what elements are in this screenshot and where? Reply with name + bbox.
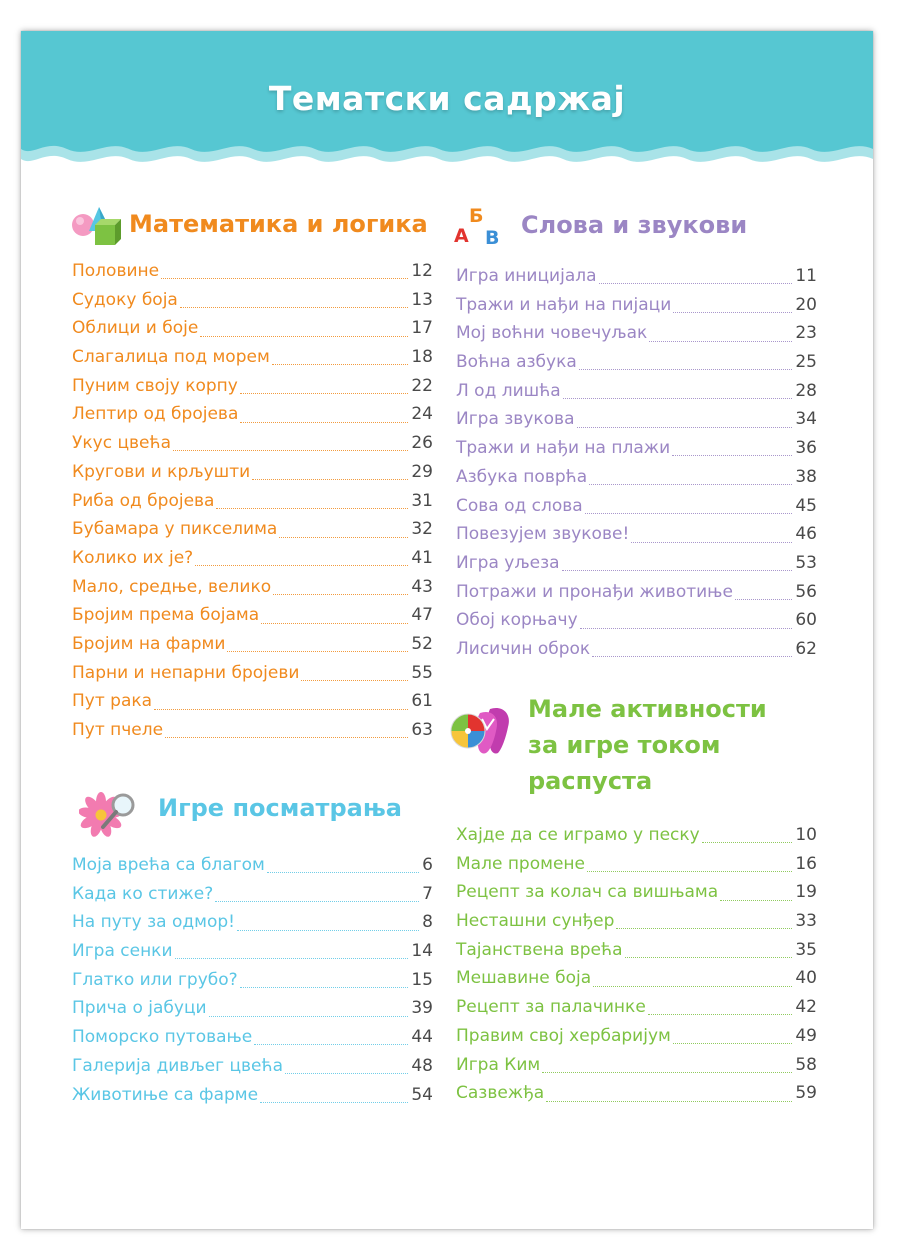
toc-entry[interactable] <box>72 573 433 602</box>
toc-entry[interactable] <box>456 850 817 879</box>
toc-entry[interactable] <box>72 487 433 516</box>
toc-entry-page-number: 29 <box>411 461 433 482</box>
summer-section-header <box>528 691 767 799</box>
observation-section-title: Игре посматрања <box>158 794 402 822</box>
toc-entry-title: Облици и боје <box>72 318 199 339</box>
toc-entry-title: Мале промене <box>456 853 585 874</box>
toc-entry[interactable] <box>456 578 817 607</box>
toc-entry[interactable] <box>456 907 817 936</box>
toc-entry-title: Рецепт за колач са вишњама <box>456 882 719 903</box>
dot-leader <box>261 622 408 624</box>
toc-entry[interactable] <box>72 257 433 286</box>
toc-entry[interactable] <box>72 1081 433 1110</box>
toc-entry-title: Судоку боја <box>72 289 178 310</box>
dot-leader <box>240 421 408 423</box>
toc-entry-title: Несташни сунђер <box>456 911 615 932</box>
letter-b: Б <box>469 205 484 227</box>
toc-entry[interactable] <box>456 291 817 320</box>
toc-entry-page-number: 60 <box>795 610 817 631</box>
toc-entry-title: Тајанствена врећа <box>456 939 623 960</box>
toc-entry-title: Тражи и нађи на плажи <box>456 438 671 459</box>
toc-entry-title: Поморско путовање <box>72 1027 253 1048</box>
dot-leader <box>673 311 792 313</box>
toc-entry-page-number: 61 <box>411 691 433 712</box>
page-title: Тематски садржај <box>268 79 626 118</box>
toc-entry[interactable] <box>72 687 433 716</box>
toc-entry[interactable] <box>456 964 817 993</box>
dot-leader <box>625 956 793 958</box>
toc-entry[interactable] <box>72 966 433 995</box>
dot-leader <box>180 306 409 308</box>
toc-entry[interactable] <box>72 1023 433 1052</box>
toc-entry-title: Потражи и пронађи животиње <box>456 581 733 602</box>
toc-entry-title: Кругови и крљушти <box>72 461 251 482</box>
letters-section-header <box>521 208 747 243</box>
toc-entry-page-number: 10 <box>795 825 817 845</box>
toc-entry-page-number: 48 <box>411 1055 433 1076</box>
dot-leader <box>254 1043 408 1045</box>
toc-entry[interactable] <box>456 635 817 664</box>
toc-entry-title: Мој воћни човечуљак <box>456 323 648 344</box>
dot-leader <box>593 985 792 987</box>
toc-entry-page-number: 41 <box>411 547 433 568</box>
toc-entry-page-number: 18 <box>411 347 433 368</box>
toc-entry-title: Игра сенки <box>72 941 173 962</box>
math-section-title: Математика и логика <box>129 210 428 238</box>
toc-entry-title: Риба од бројева <box>72 490 215 511</box>
dot-leader <box>589 483 792 485</box>
toc-entry-title: Пут пчеле <box>72 720 164 740</box>
dot-leader <box>161 277 408 279</box>
toc-entry[interactable] <box>456 492 817 521</box>
toc-entry-page-number: 22 <box>411 375 433 396</box>
toc-entry-page-number: 12 <box>411 261 433 281</box>
toc-entry-title: Бројим на фарми <box>72 633 226 654</box>
toc-entry-page-number: 8 <box>422 912 433 933</box>
header-banner <box>21 31 873 201</box>
dot-leader <box>546 1100 792 1102</box>
dot-leader <box>735 598 792 600</box>
toc-entry[interactable] <box>456 405 817 434</box>
toc-entry[interactable] <box>456 606 817 635</box>
toc-entry-title: Мешавине боја <box>456 968 592 989</box>
toc-entry-page-number: 36 <box>795 438 817 459</box>
summer-toc-list <box>456 821 817 1108</box>
toc-entry-title: Тражи и нађи на пијаци <box>456 294 672 315</box>
dot-leader <box>702 841 793 843</box>
abv-letters-icon <box>454 205 510 255</box>
dot-leader <box>562 569 793 571</box>
dot-leader <box>200 335 408 337</box>
toc-entry[interactable] <box>456 549 817 578</box>
toc-entry-page-number: 28 <box>795 380 817 401</box>
summer-section-title-line-3: распуста <box>528 767 653 795</box>
dot-leader <box>273 593 408 595</box>
toc-entry-page-number: 63 <box>411 720 433 740</box>
toc-entry-title: Половине <box>72 261 160 281</box>
toc-entry-page-number: 26 <box>411 433 433 454</box>
dot-leader <box>240 986 409 988</box>
dot-leader <box>173 449 408 451</box>
dot-leader <box>209 1015 409 1017</box>
toc-entry-page-number: 24 <box>411 404 433 425</box>
toc-entry[interactable] <box>456 377 817 406</box>
toc-entry[interactable] <box>72 630 433 659</box>
toc-entry-page-number: 11 <box>795 266 817 286</box>
dot-leader <box>587 870 792 872</box>
toc-entry-page-number: 14 <box>411 941 433 962</box>
toc-entry-title: Игра Ким <box>456 1054 541 1075</box>
toc-entry-page-number: 49 <box>795 1025 817 1046</box>
toc-entry[interactable] <box>72 400 433 429</box>
dot-leader <box>267 871 419 873</box>
toc-entry-title: Хајде да се играмо у песку <box>456 825 700 845</box>
toc-entry[interactable] <box>72 515 433 544</box>
observation-toc-list <box>72 851 433 1109</box>
toc-entry-title: Повезујем звукове! <box>456 524 630 545</box>
flower-magnifier-icon <box>79 789 141 847</box>
letters-toc-list <box>456 262 817 664</box>
toc-entry[interactable] <box>72 908 433 937</box>
toc-entry-title: Сова од слова <box>456 495 583 516</box>
toc-entry[interactable] <box>456 319 817 348</box>
dot-leader <box>592 655 792 657</box>
toc-entry-page-number: 39 <box>411 998 433 1019</box>
toc-entry-title: Парни и непарни бројеви <box>72 662 300 683</box>
dot-leader <box>563 397 793 399</box>
toc-entry-page-number: 54 <box>411 1084 433 1105</box>
toc-entry-page-number: 42 <box>795 997 817 1018</box>
toc-entry[interactable] <box>456 993 817 1022</box>
letters-section-title: Слова и звукови <box>521 211 748 239</box>
toc-entry-title: Лептир од бројева <box>72 404 239 425</box>
toc-entry[interactable] <box>456 262 817 291</box>
toc-entry-title: Бројим према бојама <box>72 605 260 626</box>
dot-leader <box>631 541 792 543</box>
toc-entry-title: Прича о јабуци <box>72 998 207 1019</box>
dot-leader <box>154 708 408 710</box>
toc-entry-page-number: 62 <box>795 638 817 659</box>
toc-entry-page-number: 32 <box>411 519 433 540</box>
dot-leader <box>649 340 792 342</box>
toc-entry[interactable] <box>456 936 817 965</box>
toc-entry-page-number: 6 <box>422 855 433 875</box>
toc-entry-page-number: 20 <box>795 294 817 315</box>
dot-leader <box>195 564 408 566</box>
toc-entry[interactable] <box>456 520 817 549</box>
toc-entry-page-number: 43 <box>411 576 433 597</box>
toc-entry[interactable] <box>72 851 433 880</box>
toc-entry-title: Л од лишћа <box>456 380 561 401</box>
toc-entry-page-number: 59 <box>795 1083 817 1104</box>
toc-entry-page-number: 53 <box>795 552 817 573</box>
toc-entry-title: Игра уљеза <box>456 552 560 573</box>
toc-entry-title: Колико их је? <box>72 547 194 568</box>
toc-entry[interactable] <box>72 880 433 909</box>
toc-entry[interactable] <box>456 348 817 377</box>
toc-entry[interactable] <box>456 878 817 907</box>
toc-entry-title: Игра звукова <box>456 409 575 430</box>
toc-entry-title: На путу за одмор! <box>72 912 235 933</box>
dot-leader <box>216 507 408 509</box>
dot-leader <box>272 363 409 365</box>
dot-leader <box>585 512 793 514</box>
toc-entry[interactable] <box>72 286 433 315</box>
toc-entry-title: Мало, средње, велико <box>72 576 272 597</box>
toc-entry[interactable] <box>456 1079 817 1108</box>
toc-entry-title: Слагалица под морем <box>72 347 270 368</box>
dot-leader <box>215 900 419 902</box>
dot-leader <box>616 927 792 929</box>
toc-entry-page-number: 52 <box>411 633 433 654</box>
math-toc-list <box>72 257 433 745</box>
toc-entry-title: Воћна азбука <box>456 352 577 373</box>
toc-entry-title: Пуним своју корпу <box>72 375 238 396</box>
toc-entry-title: Сазвежђа <box>456 1083 545 1104</box>
shapes-icon <box>69 203 127 251</box>
toc-entry[interactable] <box>72 1052 433 1081</box>
toc-entry-page-number: 44 <box>411 1027 433 1048</box>
toc-entry-page-number: 17 <box>411 318 433 339</box>
toc-entry[interactable] <box>72 458 433 487</box>
toc-entry[interactable] <box>72 601 433 630</box>
toc-entry-title: Бубамара у пикселима <box>72 519 278 540</box>
dot-leader <box>165 736 408 738</box>
toc-entry-title: Моја врећа са благом <box>72 855 265 875</box>
toc-entry[interactable] <box>72 372 433 401</box>
toc-entry[interactable] <box>72 544 433 573</box>
toc-entry-page-number: 47 <box>411 605 433 626</box>
toc-entry-title: Игра иницијала <box>456 266 597 286</box>
dot-leader <box>672 454 792 456</box>
toc-entry-page-number: 35 <box>795 939 817 960</box>
toc-entry-title: Галерија дивљег цвећа <box>72 1055 283 1076</box>
toc-entry-title: Рецепт за палачинке <box>456 997 646 1018</box>
toc-entry-page-number: 38 <box>795 466 817 487</box>
toc-entry-page-number: 15 <box>411 969 433 990</box>
dot-leader <box>673 1042 793 1044</box>
toc-entry-title: Лисичин оброк <box>456 638 591 659</box>
dot-leader <box>260 1101 408 1103</box>
toc-entry-page-number: 23 <box>795 323 817 344</box>
toc-entry-title: Укус цвећа <box>72 433 171 454</box>
toc-entry-page-number: 16 <box>795 853 817 874</box>
toc-entry-page-number: 31 <box>411 490 433 511</box>
toc-entry-title: Када ко стиже? <box>72 883 214 904</box>
toc-entry-title: Правим свој хербаријум <box>456 1025 671 1046</box>
dot-leader <box>599 282 793 284</box>
toc-entry[interactable] <box>72 659 433 688</box>
toc-entry-page-number: 13 <box>411 289 433 310</box>
dot-leader <box>579 368 793 370</box>
observation-section-header <box>158 791 402 826</box>
dot-leader <box>227 650 408 652</box>
toc-entry-page-number: 40 <box>795 968 817 989</box>
toc-entry[interactable] <box>456 463 817 492</box>
toc-entry-page-number: 46 <box>795 524 817 545</box>
dot-leader <box>285 1072 408 1074</box>
dot-leader <box>252 478 408 480</box>
toc-entry[interactable] <box>72 716 433 745</box>
toc-entry-page-number: 56 <box>795 581 817 602</box>
toc-entry-page-number: 19 <box>795 882 817 903</box>
dot-leader <box>720 899 792 901</box>
beachball-flipflops-icon <box>448 699 514 759</box>
toc-entry-title: Животиње са фарме <box>72 1084 259 1105</box>
toc-entry-page-number: 45 <box>795 495 817 516</box>
toc-entry[interactable] <box>456 1051 817 1080</box>
book-page <box>21 31 873 1229</box>
toc-entry[interactable] <box>72 937 433 966</box>
dot-leader <box>175 957 409 959</box>
dot-leader <box>240 392 409 394</box>
toc-entry-page-number: 55 <box>411 662 433 683</box>
dot-leader <box>279 536 408 538</box>
dot-leader <box>648 1013 793 1015</box>
summer-section-title-line-1: Мале активности <box>528 695 767 723</box>
dot-leader <box>580 627 793 629</box>
letter-v: В <box>485 227 500 249</box>
toc-entry[interactable] <box>456 821 817 850</box>
toc-entry-page-number: 7 <box>422 883 433 904</box>
dot-leader <box>301 679 408 681</box>
toc-entry-page-number: 25 <box>795 352 817 373</box>
toc-entry[interactable] <box>456 434 817 463</box>
summer-section-title-line-2: за игре током <box>528 731 721 759</box>
dot-leader <box>577 426 793 428</box>
toc-entry-page-number: 34 <box>795 409 817 430</box>
toc-entry[interactable] <box>72 429 433 458</box>
letter-a: А <box>454 225 469 247</box>
toc-entry[interactable] <box>72 314 433 343</box>
toc-entry-title: Пут рака <box>72 691 153 712</box>
toc-entry-title: Азбука поврћа <box>456 466 588 487</box>
math-section-header <box>129 207 428 242</box>
toc-entry-title: Глатко или грубо? <box>72 969 238 990</box>
toc-entry[interactable] <box>72 994 433 1023</box>
toc-entry-page-number: 58 <box>795 1054 817 1075</box>
toc-entry-title: Обој корњачу <box>456 610 578 631</box>
toc-entry[interactable] <box>72 343 433 372</box>
toc-entry[interactable] <box>456 1022 817 1051</box>
dot-leader <box>542 1071 792 1073</box>
toc-entry-page-number: 33 <box>795 911 817 932</box>
dot-leader <box>237 929 419 931</box>
